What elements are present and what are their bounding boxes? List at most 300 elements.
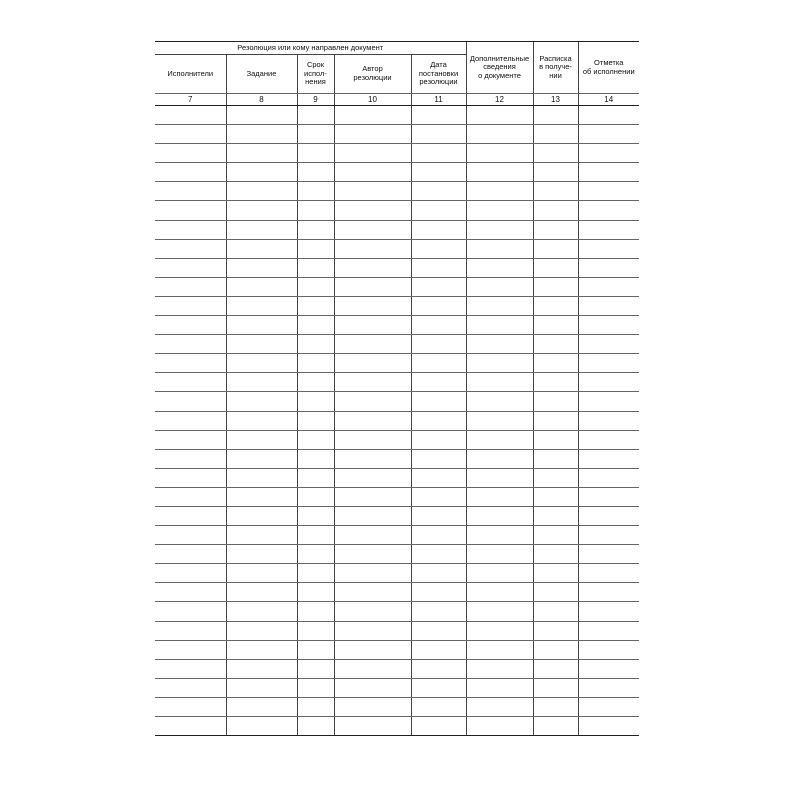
table-row	[155, 717, 639, 736]
table-cell	[533, 583, 578, 602]
table-cell	[411, 296, 466, 315]
table-cell	[297, 335, 334, 354]
table-cell	[533, 258, 578, 277]
column-number: 10	[334, 94, 411, 106]
table-cell	[533, 277, 578, 296]
table-cell	[334, 239, 411, 258]
header-execution-mark: Отметка об исполнении	[578, 42, 639, 94]
table-cell	[578, 392, 639, 411]
table-cell	[155, 411, 226, 430]
table-cell	[466, 201, 533, 220]
table-cell	[466, 296, 533, 315]
table-cell	[155, 430, 226, 449]
table-cell	[466, 335, 533, 354]
table-cell	[226, 602, 297, 621]
table-cell	[226, 201, 297, 220]
table-cell	[155, 201, 226, 220]
table-cell	[334, 678, 411, 697]
table-cell	[578, 640, 639, 659]
table-cell	[466, 487, 533, 506]
table-cell	[533, 697, 578, 716]
table-row	[155, 678, 639, 697]
table-cell	[411, 277, 466, 296]
table-cell	[578, 564, 639, 583]
table-cell	[411, 373, 466, 392]
table-cell	[155, 373, 226, 392]
table-cell	[411, 182, 466, 201]
table-cell	[466, 583, 533, 602]
table-cell	[466, 449, 533, 468]
table-cell	[297, 678, 334, 697]
table-cell	[334, 163, 411, 182]
table-cell	[533, 545, 578, 564]
table-cell	[578, 258, 639, 277]
table-row	[155, 621, 639, 640]
table-cell	[334, 144, 411, 163]
table-cell	[155, 583, 226, 602]
table-cell	[466, 678, 533, 697]
table-cell	[155, 678, 226, 697]
table-cell	[297, 354, 334, 373]
column-number: 14	[578, 94, 639, 106]
table-cell	[297, 487, 334, 506]
table-cell	[226, 564, 297, 583]
table-cell	[533, 468, 578, 487]
table-cell	[155, 316, 226, 335]
table-cell	[411, 659, 466, 678]
table-cell	[334, 564, 411, 583]
table-cell	[226, 526, 297, 545]
table-cell	[533, 220, 578, 239]
table-cell	[466, 468, 533, 487]
table-cell	[297, 640, 334, 659]
table-cell	[297, 125, 334, 144]
table-cell	[411, 239, 466, 258]
table-cell	[411, 354, 466, 373]
table-cell	[226, 659, 297, 678]
table-cell	[226, 678, 297, 697]
table-cell	[578, 583, 639, 602]
table-cell	[297, 316, 334, 335]
table-row	[155, 506, 639, 525]
table-cell	[578, 697, 639, 716]
table-cell	[155, 468, 226, 487]
table-row	[155, 640, 639, 659]
table-cell	[226, 506, 297, 525]
registration-journal-table	[155, 41, 639, 736]
table-cell	[334, 583, 411, 602]
table-cell	[466, 392, 533, 411]
table-cell	[411, 316, 466, 335]
table-cell	[226, 449, 297, 468]
table-cell	[466, 506, 533, 525]
table-cell	[155, 640, 226, 659]
table-cell	[466, 545, 533, 564]
table-row	[155, 335, 639, 354]
table-cell	[297, 697, 334, 716]
table-cell	[334, 717, 411, 736]
table-cell	[226, 640, 297, 659]
table-cell	[297, 583, 334, 602]
table-cell	[578, 239, 639, 258]
table-row	[155, 296, 639, 315]
table-cell	[466, 106, 533, 125]
table-cell	[578, 717, 639, 736]
table-cell	[466, 564, 533, 583]
table-cell	[226, 468, 297, 487]
table-cell	[578, 621, 639, 640]
table-cell	[578, 506, 639, 525]
table-cell	[297, 106, 334, 125]
table-cell	[334, 411, 411, 430]
table-cell	[578, 487, 639, 506]
table-cell	[334, 335, 411, 354]
table-cell	[226, 163, 297, 182]
table-cell	[533, 373, 578, 392]
table-cell	[466, 373, 533, 392]
table-cell	[226, 545, 297, 564]
table-cell	[297, 430, 334, 449]
table-row	[155, 526, 639, 545]
table-cell	[226, 335, 297, 354]
table-cell	[578, 449, 639, 468]
table-cell	[533, 182, 578, 201]
table-cell	[297, 602, 334, 621]
table-cell	[334, 640, 411, 659]
table-row	[155, 220, 639, 239]
table-cell	[533, 602, 578, 621]
table-row	[155, 182, 639, 201]
table-cell	[411, 583, 466, 602]
table-cell	[297, 564, 334, 583]
table-cell	[578, 526, 639, 545]
table-cell	[297, 392, 334, 411]
table-cell	[155, 106, 226, 125]
table-cell	[297, 621, 334, 640]
table-cell	[155, 545, 226, 564]
table-cell	[466, 621, 533, 640]
column-number: 7	[155, 94, 226, 106]
table-cell	[578, 125, 639, 144]
resolution-group-header: Резолюция или кому направлен документ	[155, 42, 466, 55]
table-cell	[226, 220, 297, 239]
table-cell	[226, 316, 297, 335]
header-deadline: Срок испол- нения	[297, 55, 334, 94]
table-cell	[226, 392, 297, 411]
table-cell	[297, 659, 334, 678]
table-cell	[578, 545, 639, 564]
table-cell	[334, 296, 411, 315]
table-cell	[155, 659, 226, 678]
table-cell	[578, 163, 639, 182]
table-cell	[155, 182, 226, 201]
table-row	[155, 201, 639, 220]
table-cell	[578, 430, 639, 449]
header-task: Задание	[226, 55, 297, 94]
table-cell	[533, 717, 578, 736]
header-executors: Исполнители	[155, 55, 226, 94]
table-row	[155, 392, 639, 411]
table-cell	[334, 487, 411, 506]
table-cell	[533, 392, 578, 411]
table-cell	[466, 640, 533, 659]
header-additional-info: Дополнительные сведения о документе	[466, 42, 533, 94]
table-cell	[334, 659, 411, 678]
table-row	[155, 373, 639, 392]
table-cell	[226, 717, 297, 736]
table-cell	[297, 526, 334, 545]
table-cell	[226, 354, 297, 373]
table-cell	[533, 106, 578, 125]
table-cell	[411, 487, 466, 506]
column-number: 13	[533, 94, 578, 106]
table-cell	[466, 430, 533, 449]
table-row	[155, 239, 639, 258]
table-cell	[533, 449, 578, 468]
table-cell	[411, 678, 466, 697]
table-cell	[411, 144, 466, 163]
table-cell	[297, 545, 334, 564]
table-cell	[578, 106, 639, 125]
column-number-row	[155, 94, 639, 106]
table-cell	[578, 411, 639, 430]
table-cell	[297, 220, 334, 239]
journal-body	[155, 106, 639, 736]
table-cell	[334, 526, 411, 545]
table-row	[155, 106, 639, 125]
table-cell	[155, 602, 226, 621]
table-cell	[533, 144, 578, 163]
table-cell	[533, 487, 578, 506]
table-cell	[533, 163, 578, 182]
table-row	[155, 564, 639, 583]
table-cell	[578, 602, 639, 621]
table-cell	[297, 239, 334, 258]
table-cell	[533, 678, 578, 697]
table-cell	[578, 678, 639, 697]
table-cell	[334, 392, 411, 411]
table-cell	[411, 602, 466, 621]
table-cell	[155, 697, 226, 716]
table-cell	[334, 430, 411, 449]
table-cell	[411, 430, 466, 449]
table-cell	[334, 258, 411, 277]
table-cell	[155, 487, 226, 506]
table-cell	[226, 430, 297, 449]
table-cell	[533, 201, 578, 220]
table-row	[155, 487, 639, 506]
header-receipt: Расписка в получе- нии	[533, 42, 578, 94]
table-cell	[334, 201, 411, 220]
table-cell	[297, 144, 334, 163]
table-cell	[297, 449, 334, 468]
table-cell	[411, 220, 466, 239]
table-cell	[533, 506, 578, 525]
table-cell	[155, 125, 226, 144]
table-cell	[466, 144, 533, 163]
table-cell	[578, 468, 639, 487]
table-cell	[578, 316, 639, 335]
table-cell	[411, 468, 466, 487]
table-cell	[297, 411, 334, 430]
table-cell	[297, 506, 334, 525]
table-cell	[155, 506, 226, 525]
table-cell	[411, 506, 466, 525]
table-cell	[466, 163, 533, 182]
table-cell	[334, 106, 411, 125]
table-cell	[411, 335, 466, 354]
table-cell	[411, 392, 466, 411]
table-row	[155, 545, 639, 564]
table-cell	[155, 144, 226, 163]
table-cell	[334, 373, 411, 392]
table-cell	[533, 526, 578, 545]
table-cell	[334, 354, 411, 373]
table-cell	[226, 583, 297, 602]
table-cell	[155, 621, 226, 640]
table-cell	[578, 373, 639, 392]
table-cell	[155, 526, 226, 545]
table-cell	[466, 316, 533, 335]
table-cell	[155, 277, 226, 296]
header-resolution-date: Дата постановки резолюции	[411, 55, 466, 94]
table-row	[155, 468, 639, 487]
table-cell	[155, 449, 226, 468]
table-cell	[226, 277, 297, 296]
table-cell	[297, 258, 334, 277]
table-cell	[155, 392, 226, 411]
table-cell	[226, 144, 297, 163]
table-cell	[334, 277, 411, 296]
table-row	[155, 258, 639, 277]
table-cell	[297, 182, 334, 201]
table-cell	[411, 163, 466, 182]
table-cell	[334, 449, 411, 468]
column-number: 11	[411, 94, 466, 106]
table-cell	[226, 106, 297, 125]
table-cell	[297, 296, 334, 315]
table-cell	[533, 659, 578, 678]
table-cell	[533, 430, 578, 449]
table-cell	[155, 564, 226, 583]
header-resolution-author: Автор резолюции	[334, 55, 411, 94]
column-number: 9	[297, 94, 334, 106]
table-cell	[411, 106, 466, 125]
table-cell	[334, 621, 411, 640]
table-cell	[226, 487, 297, 506]
table-cell	[411, 697, 466, 716]
table-cell	[533, 335, 578, 354]
column-number: 12	[466, 94, 533, 106]
table-row	[155, 430, 639, 449]
table-cell	[411, 125, 466, 144]
table-cell	[533, 564, 578, 583]
table-cell	[155, 258, 226, 277]
table-row	[155, 411, 639, 430]
table-cell	[411, 717, 466, 736]
table-cell	[578, 354, 639, 373]
table-cell	[226, 697, 297, 716]
table-cell	[226, 125, 297, 144]
table-cell	[578, 144, 639, 163]
table-cell	[466, 602, 533, 621]
table-cell	[334, 316, 411, 335]
table-cell	[334, 468, 411, 487]
table-cell	[155, 717, 226, 736]
table-row	[155, 163, 639, 182]
table-cell	[578, 220, 639, 239]
table-cell	[466, 220, 533, 239]
table-cell	[411, 258, 466, 277]
table-cell	[334, 697, 411, 716]
table-cell	[578, 335, 639, 354]
table-cell	[466, 239, 533, 258]
table-cell	[411, 411, 466, 430]
table-cell	[533, 354, 578, 373]
table-cell	[411, 201, 466, 220]
table-cell	[466, 182, 533, 201]
table-cell	[533, 125, 578, 144]
table-cell	[533, 411, 578, 430]
table-cell	[155, 354, 226, 373]
table-cell	[411, 564, 466, 583]
table-cell	[466, 526, 533, 545]
table-cell	[578, 277, 639, 296]
table-cell	[578, 182, 639, 201]
table-cell	[411, 526, 466, 545]
table-cell	[411, 640, 466, 659]
table-cell	[334, 545, 411, 564]
table-cell	[155, 220, 226, 239]
table-cell	[226, 296, 297, 315]
table-cell	[334, 125, 411, 144]
table-cell	[466, 258, 533, 277]
table-cell	[297, 717, 334, 736]
table-cell	[155, 239, 226, 258]
table-cell	[533, 316, 578, 335]
table-row	[155, 697, 639, 716]
table-cell	[297, 277, 334, 296]
table-cell	[578, 296, 639, 315]
table-cell	[297, 201, 334, 220]
table-row	[155, 316, 639, 335]
table-cell	[466, 659, 533, 678]
table-cell	[334, 506, 411, 525]
table-cell	[466, 717, 533, 736]
table-cell	[226, 258, 297, 277]
table-row	[155, 602, 639, 621]
table-cell	[334, 220, 411, 239]
table-cell	[226, 239, 297, 258]
table-cell	[226, 411, 297, 430]
table-cell	[533, 296, 578, 315]
table-cell	[334, 182, 411, 201]
table-row	[155, 277, 639, 296]
table-row	[155, 583, 639, 602]
table-cell	[533, 239, 578, 258]
table-row	[155, 449, 639, 468]
table-cell	[466, 697, 533, 716]
table-cell	[155, 163, 226, 182]
table-row	[155, 144, 639, 163]
table-cell	[226, 621, 297, 640]
table-cell	[297, 373, 334, 392]
table-cell	[155, 335, 226, 354]
table-cell	[411, 545, 466, 564]
column-number: 8	[226, 94, 297, 106]
table-cell	[297, 163, 334, 182]
table-cell	[466, 277, 533, 296]
